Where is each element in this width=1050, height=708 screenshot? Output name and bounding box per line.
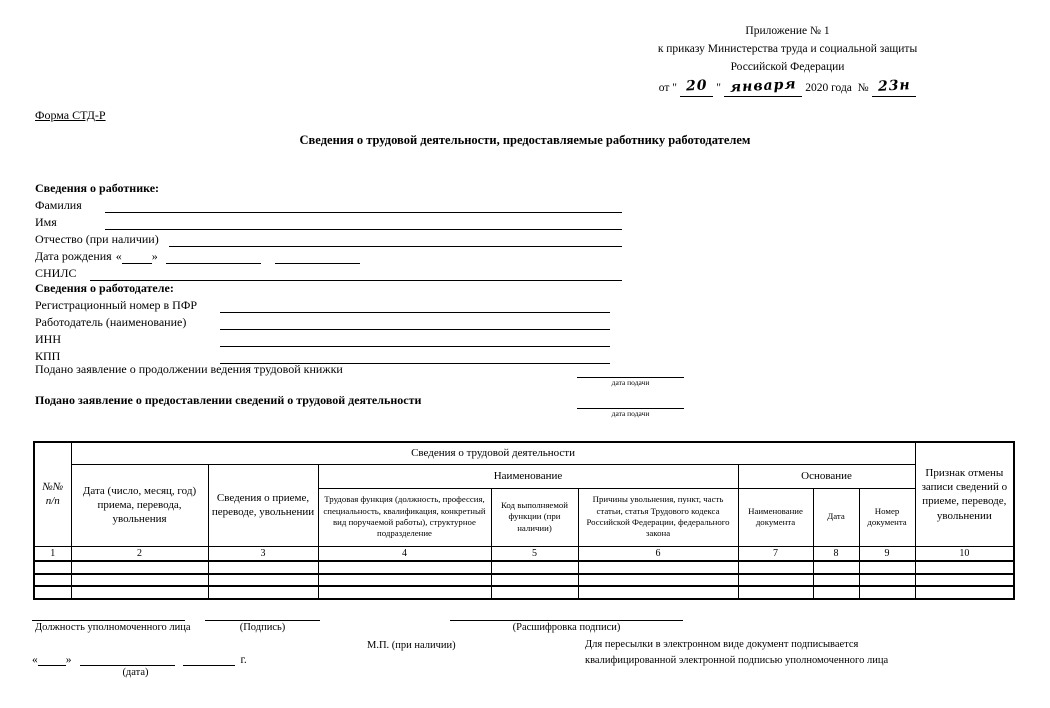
empty-cell[interactable] bbox=[859, 561, 915, 574]
col-number: 5 bbox=[491, 546, 578, 561]
patronymic-row bbox=[35, 230, 622, 247]
empty-cell[interactable] bbox=[859, 574, 915, 587]
empty-cell[interactable] bbox=[859, 586, 915, 599]
empty-cell[interactable] bbox=[208, 561, 318, 574]
col-header-date: Дата (число, месяц, год) приема, перевода, увольнения bbox=[71, 464, 208, 546]
birthdate-year-line[interactable] bbox=[275, 250, 360, 264]
snils-row bbox=[35, 264, 622, 281]
appendix-line1: Приложение № 1 bbox=[745, 25, 830, 37]
empty-cell[interactable] bbox=[738, 561, 813, 574]
continue-book-date-block bbox=[577, 377, 684, 387]
column-number-row bbox=[34, 546, 1014, 561]
empty-cell[interactable] bbox=[915, 561, 1014, 574]
table-top-header: Сведения о трудовой деятельности bbox=[71, 442, 915, 464]
col-header-document-name: Наименование документа bbox=[738, 488, 813, 546]
order-year-text: 2020 года bbox=[805, 82, 852, 94]
empty-cell[interactable] bbox=[578, 561, 738, 574]
group-header-basis: Основание bbox=[738, 464, 915, 488]
col-header-cancellation-flag: Признак отмены записи сведений о приеме, переводе, увольнении bbox=[915, 442, 1014, 546]
empty-cell[interactable] bbox=[318, 574, 491, 587]
empty-cell[interactable] bbox=[318, 561, 491, 574]
empty-cell[interactable] bbox=[208, 574, 318, 587]
empty-cell[interactable] bbox=[34, 561, 71, 574]
empty-cell[interactable] bbox=[813, 561, 859, 574]
pfr-number-label: Регистрационный номер в ПФР bbox=[35, 298, 197, 312]
empty-cell[interactable] bbox=[491, 586, 578, 599]
order-day-blank bbox=[680, 77, 713, 97]
col-header-document-date: Дата bbox=[813, 488, 859, 546]
esign-note-line1: Для пересылки в электронном виде документ подписывается bbox=[585, 639, 859, 650]
order-date-prefix: от " bbox=[658, 82, 677, 94]
empty-cell[interactable] bbox=[34, 574, 71, 587]
birthdate-month-line[interactable] bbox=[166, 250, 261, 264]
table-row bbox=[34, 574, 1014, 587]
empty-cell[interactable] bbox=[813, 574, 859, 587]
employer-name-row bbox=[35, 313, 610, 330]
continue-book-date-caption: дата подачи bbox=[611, 378, 650, 387]
signature-decode-line[interactable] bbox=[450, 620, 683, 621]
col-number: 1 bbox=[34, 546, 71, 561]
empty-cell[interactable] bbox=[71, 586, 208, 599]
appendix-note bbox=[560, 22, 1015, 97]
footer-month-line[interactable] bbox=[80, 653, 175, 666]
col-header-row-number: №№ п/п bbox=[34, 442, 71, 546]
order-number-sign: № bbox=[857, 82, 869, 94]
employer-heading: Сведения о работодателе: bbox=[35, 281, 174, 295]
pfr-number-row bbox=[35, 296, 610, 313]
empty-cell[interactable] bbox=[578, 586, 738, 599]
empty-cell[interactable] bbox=[71, 574, 208, 587]
patronymic-label: Отчество (при наличии) bbox=[35, 232, 159, 246]
empty-cell[interactable] bbox=[738, 574, 813, 587]
birthdate-quote-open: « bbox=[115, 249, 122, 263]
order-day-handwriting: 20 bbox=[685, 77, 708, 95]
firstname-input-line[interactable] bbox=[105, 216, 622, 230]
col-number: 7 bbox=[738, 546, 813, 561]
signature-label: (Подпись) bbox=[239, 622, 286, 633]
col-number: 9 bbox=[859, 546, 915, 561]
footer-year-suffix: г. bbox=[240, 654, 247, 666]
empty-cell[interactable] bbox=[71, 561, 208, 574]
work-activity-table bbox=[33, 441, 1015, 600]
firstname-label: Имя bbox=[35, 215, 57, 229]
snils-input-line[interactable] bbox=[90, 267, 622, 281]
order-quote-close: " bbox=[716, 82, 721, 94]
snils-label: СНИЛС bbox=[35, 266, 77, 280]
signature-line[interactable] bbox=[205, 620, 320, 621]
surname-row bbox=[35, 196, 622, 213]
statement-provide-info: Подано заявление о предоставлении сведений о трудовой деятельности bbox=[35, 393, 422, 407]
position-signature-line[interactable] bbox=[32, 620, 185, 621]
empty-cell[interactable] bbox=[318, 586, 491, 599]
order-month-blank bbox=[724, 77, 803, 97]
birthdate-quote-close: » bbox=[151, 249, 158, 263]
form-code: Форма СТД-Р bbox=[35, 108, 106, 122]
employee-heading: Сведения о работнике: bbox=[35, 181, 160, 195]
appendix-line2: к приказу Министерства труда и социальной защиты bbox=[657, 43, 918, 55]
col-header-function-code: Код выполняемой функции (при наличии) bbox=[491, 488, 578, 546]
col-number: 8 bbox=[813, 546, 859, 561]
col-header-document-number: Номер документа bbox=[859, 488, 915, 546]
appendix-line3: Российской Федерации bbox=[730, 61, 845, 73]
col-header-dismissal-reasons: Причины увольнения, пункт, часть статьи, статья Трудового кодекса Российской Федерации, федерального закона bbox=[578, 488, 738, 546]
table-row bbox=[34, 561, 1014, 574]
col-number: 4 bbox=[318, 546, 491, 561]
empty-cell[interactable] bbox=[578, 574, 738, 587]
empty-cell[interactable] bbox=[915, 586, 1014, 599]
empty-cell[interactable] bbox=[491, 561, 578, 574]
col-number: 3 bbox=[208, 546, 318, 561]
statement-continue-book: Подано заявление о продолжении ведения трудовой книжки bbox=[35, 362, 343, 376]
inn-row bbox=[35, 330, 610, 347]
order-month-handwriting: января bbox=[729, 76, 797, 96]
employee-section bbox=[35, 181, 622, 281]
empty-cell[interactable] bbox=[491, 574, 578, 587]
empty-cell[interactable] bbox=[813, 586, 859, 599]
col-number: 6 bbox=[578, 546, 738, 561]
footer-date-row bbox=[32, 651, 247, 666]
col-number: 2 bbox=[71, 546, 208, 561]
footer-year-line[interactable] bbox=[183, 653, 235, 666]
stamp-label: М.П. (при наличии) bbox=[367, 640, 456, 651]
position-label: Должность уполномоченного лица bbox=[35, 622, 191, 633]
footer-date-caption: (дата) bbox=[122, 667, 149, 678]
empty-cell[interactable] bbox=[915, 574, 1014, 587]
inn-input-line[interactable] bbox=[220, 333, 610, 347]
table-row bbox=[34, 586, 1014, 599]
page-title: Сведения о трудовой деятельности, предоставляемые работнику работодателем bbox=[299, 133, 751, 147]
empty-cell[interactable] bbox=[34, 586, 71, 599]
employer-name-label: Работодатель (наименование) bbox=[35, 315, 187, 329]
col-header-job-function: Трудовая функция (должность, профессия, специальность, квалификация, конкретный вид поручаемой работы), структурное подразделение bbox=[318, 488, 491, 546]
group-header-name: Наименование bbox=[318, 464, 738, 488]
order-date-line bbox=[560, 77, 1015, 97]
empty-cell[interactable] bbox=[208, 586, 318, 599]
footer-day-line[interactable] bbox=[38, 653, 66, 666]
footer-quote-open: « bbox=[32, 654, 38, 666]
inn-label: ИНН bbox=[35, 332, 61, 346]
employer-name-input-line[interactable] bbox=[220, 316, 610, 330]
provide-info-date-block bbox=[577, 408, 684, 418]
surname-input-line[interactable] bbox=[105, 199, 622, 213]
patronymic-input-line[interactable] bbox=[169, 233, 622, 247]
empty-cell[interactable] bbox=[738, 586, 813, 599]
kpp-label: КПП bbox=[35, 349, 61, 363]
order-number-handwriting: 23н bbox=[877, 77, 911, 95]
col-number: 10 bbox=[915, 546, 1014, 561]
order-number-blank bbox=[872, 77, 917, 97]
col-header-hire-info: Сведения о приеме, переводе, увольнении bbox=[208, 464, 318, 546]
footer-quote-close: » bbox=[65, 654, 72, 666]
pfr-number-input-line[interactable] bbox=[220, 299, 610, 313]
provide-info-date-caption: дата подачи bbox=[611, 409, 650, 418]
signature-decode-label: (Расшифровка подписи) bbox=[512, 622, 621, 633]
birthdate-day-line[interactable] bbox=[122, 250, 152, 264]
surname-label: Фамилия bbox=[35, 198, 82, 212]
birthdate-label: Дата рождения bbox=[35, 249, 112, 263]
birthdate-row bbox=[35, 247, 622, 264]
employer-section bbox=[35, 281, 610, 364]
esign-note-line2: квалифицированной электронной подписью уполномоченного лица bbox=[585, 655, 889, 666]
firstname-row bbox=[35, 213, 622, 230]
